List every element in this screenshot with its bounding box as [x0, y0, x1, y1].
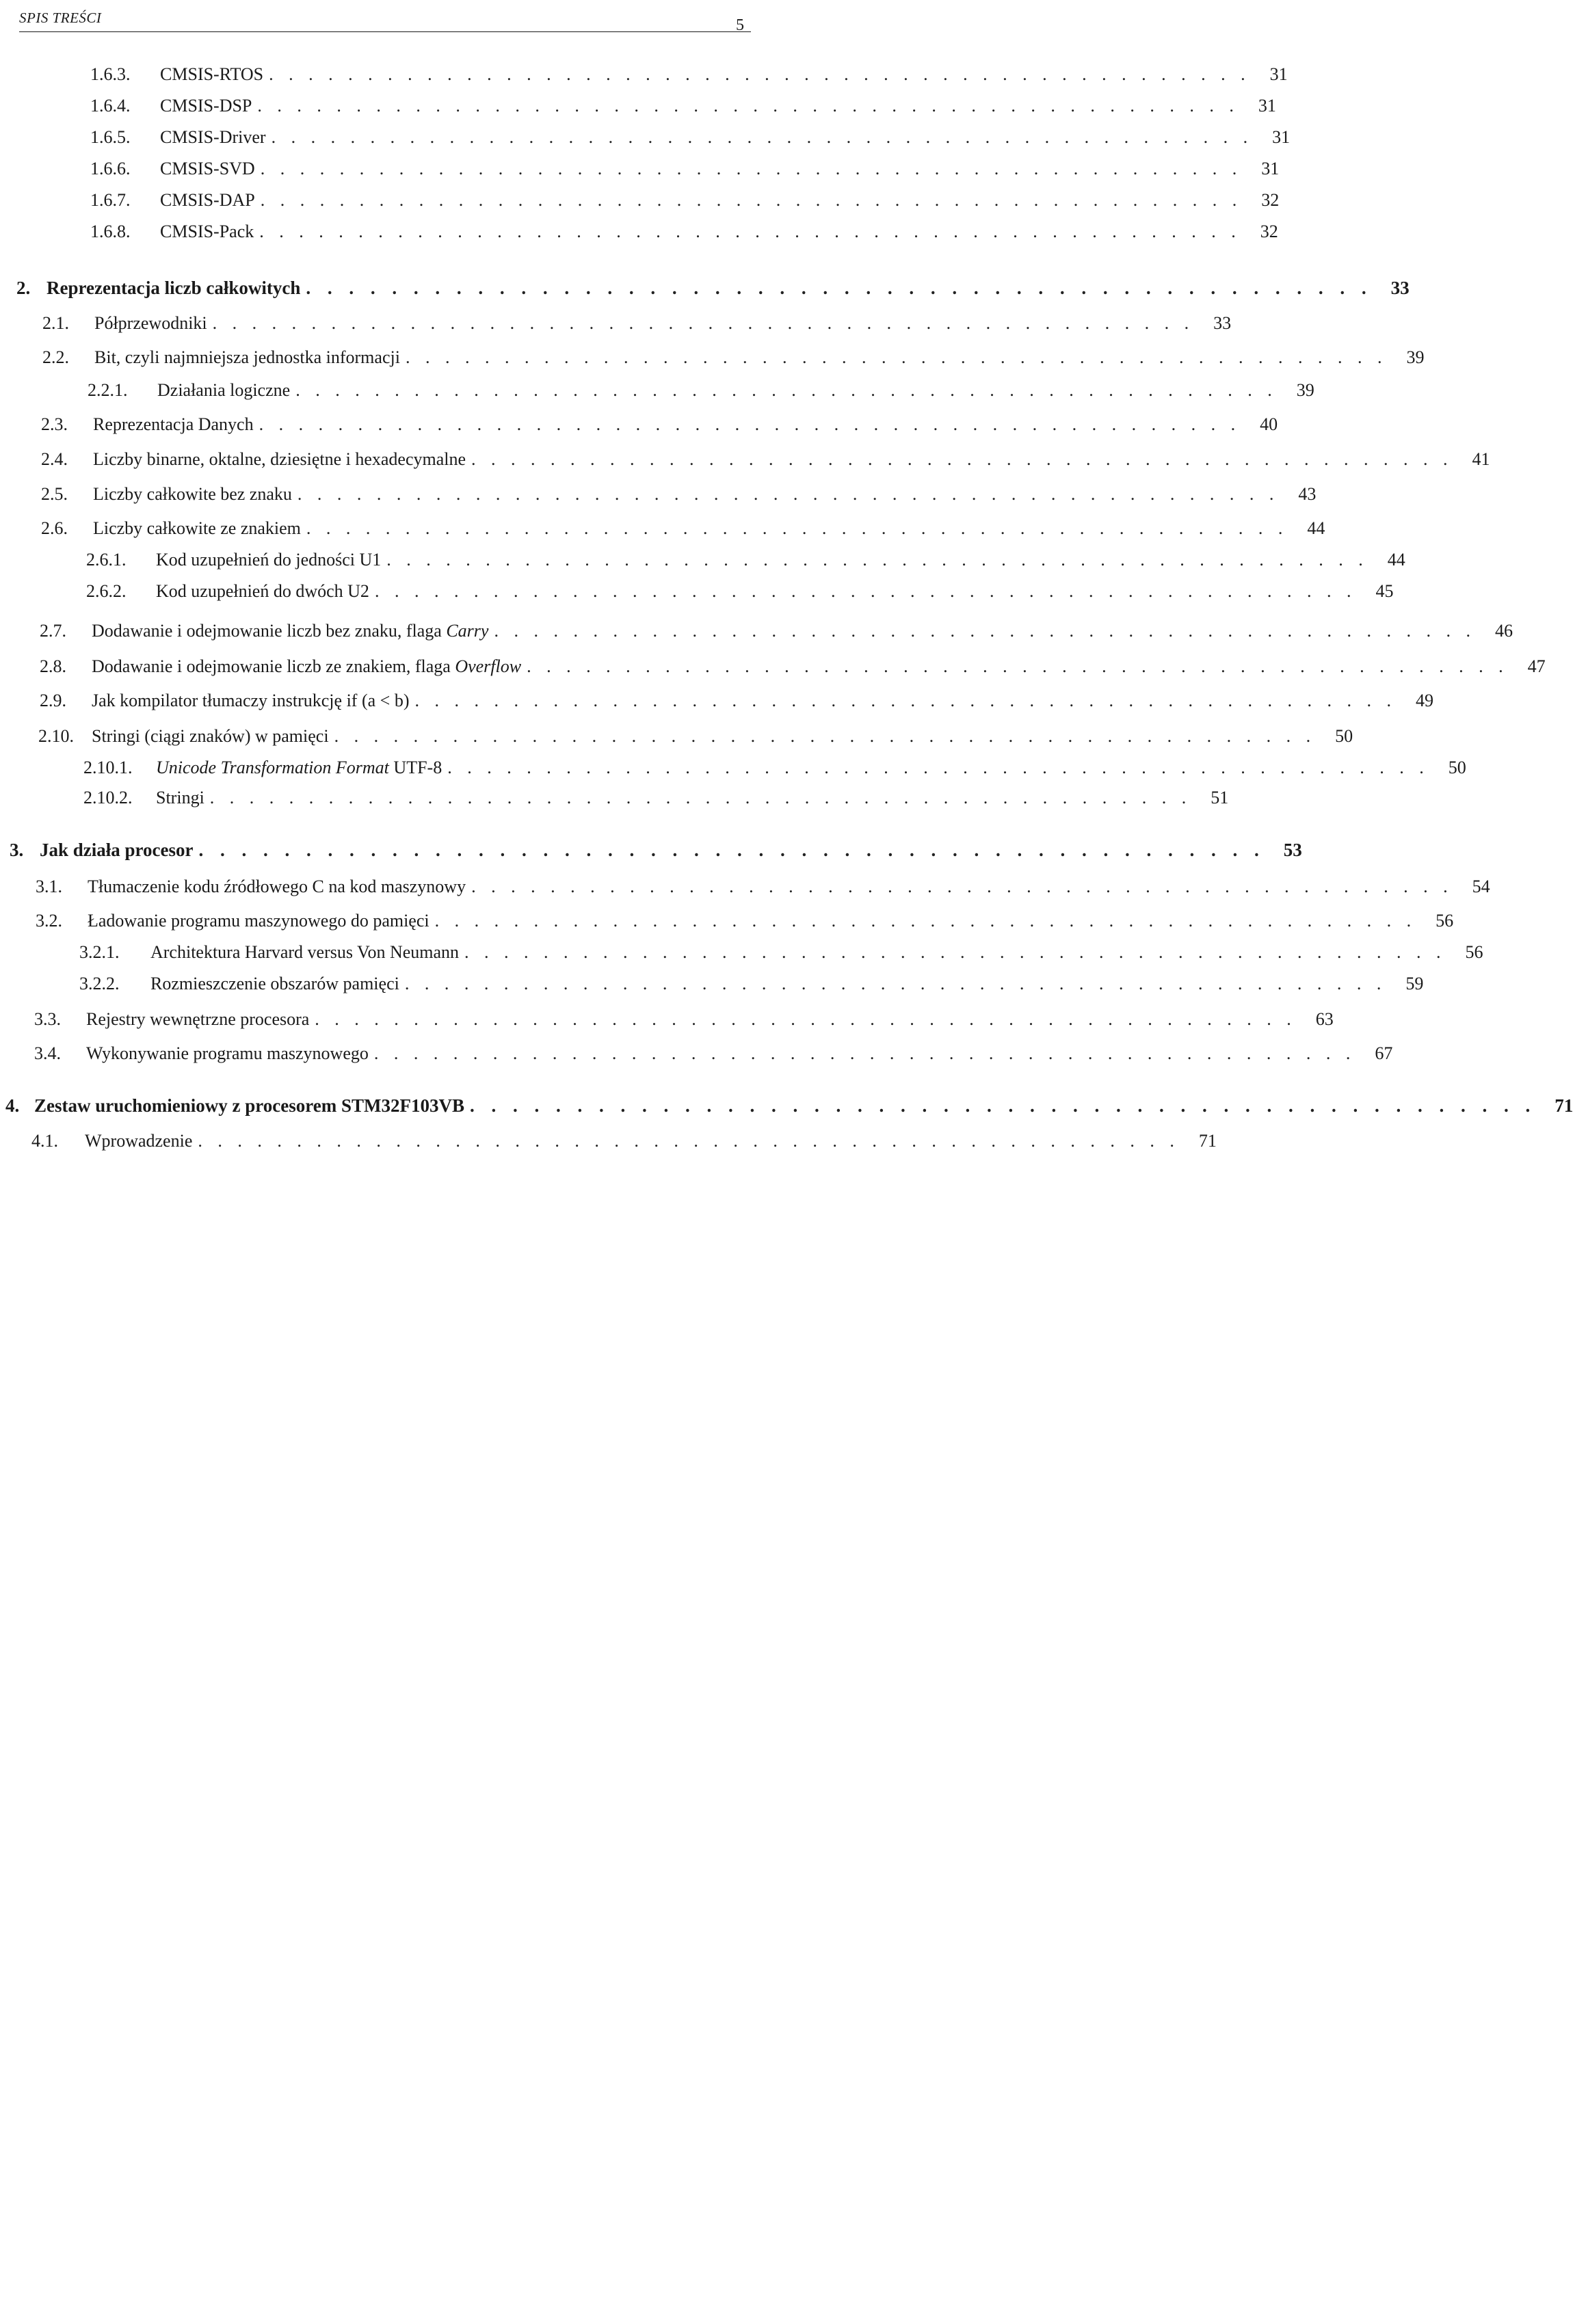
entry-number: 1.6.5. — [90, 127, 131, 147]
leader-dots: . . . . . . . . . . . . . . . . . . . . . . . . . . . . . . . . . . . . . . . . . . . . . . . . . . — [259, 222, 1241, 241]
entry-number: 3. — [10, 840, 24, 860]
entry-page: 63 — [1315, 1009, 1334, 1029]
entry-number: 2.2.1. — [88, 380, 128, 400]
entry-page: 44 — [1387, 550, 1405, 570]
entry-title: CMSIS-Driver — [160, 127, 266, 147]
leader-dots: . . . . . . . . . . . . . . . . . . . . . . . . . . . . . . . . . . . . . . . . . . . . . . . . . . — [269, 64, 1251, 84]
entry-number: 2.10.1. — [83, 758, 133, 777]
leader-dots: . . . . . . . . . . . . . . . . . . . . . . . . . . . . . . . . . . . . . . . . . . . . . . . . . . — [386, 550, 1369, 570]
entry-title: Rejestry wewnętrzne procesora — [86, 1009, 310, 1029]
toc-entry-1-6-6[interactable] — [90, 157, 1280, 181]
entry-page: 56 — [1436, 911, 1454, 931]
leader-dots: . . . . . . . . . . . . . . . . . . . . . . . . . . . . . . . . . . . . . . . . . . . . . . . . . . — [212, 313, 1195, 333]
entry-title-text: UTF-8 — [393, 758, 442, 777]
leader-dots: . . . . . . . . . . . . . . . . . . . . . . . . . . . . . . . . . . . . . . . . . . . . . . . . . . — [469, 1095, 1537, 1116]
entry-title: Działania logiczne — [157, 380, 291, 400]
leader-dots: . . . . . . . . . . . . . . . . . . . . . . . . . . . . . . . . . . . . . . . . . . . . . . . . . . — [404, 974, 1387, 993]
entry-page: 39 — [1296, 380, 1314, 400]
entry-page: 44 — [1307, 518, 1325, 538]
leader-dots: . . . . . . . . . . . . . . . . . . . . . . . . . . . . . . . . . . . . . . . . . . . . . . . . . . — [334, 726, 1317, 746]
toc-entry-2-6-2[interactable] — [86, 580, 1394, 603]
entry-title: Rozmieszczenie obszarów pamięci — [150, 974, 399, 993]
leader-dots: . . . . . . . . . . . . . . . . . . . . . . . . . . . . . . . . . . . . . . . . . . . . . . . . . . — [259, 414, 1241, 434]
entry-number: 2. — [16, 278, 31, 298]
toc-entry-2-6[interactable] — [41, 517, 1325, 540]
entry-page: 71 — [1555, 1095, 1573, 1116]
entry-title: Zestaw uruchomieniowy z procesorem STM32F103VB — [34, 1095, 464, 1116]
entry-number: 1.6.3. — [90, 64, 131, 84]
entry-title: Kod uzupełnień do jedności U1 — [156, 550, 382, 570]
entry-title-emphasis: Overflow — [455, 656, 522, 676]
toc-entry-2-8[interactable] — [40, 655, 1546, 678]
toc-entry-3-2-1[interactable] — [79, 941, 1483, 964]
leader-dots: . . . . . . . . . . . . . . . . . . . . . . . . . . . . . . . . . . . . . . . . . . . . . . . . . . — [209, 788, 1192, 807]
toc-entry-1-6-8[interactable] — [90, 220, 1278, 243]
leader-dots: . . . . . . . . . . . . . . . . . . . . . . . . . . . . . . . . . . . . . . . . . . . . . . . . . . — [464, 942, 1446, 962]
entry-title — [92, 655, 521, 678]
entry-number: 2.6.2. — [86, 581, 127, 601]
toc-chapter-3[interactable] — [10, 838, 1302, 862]
entry-title — [92, 619, 488, 643]
entry-title: CMSIS-RTOS — [160, 64, 264, 84]
toc-entry-3-2-2[interactable] — [79, 972, 1424, 996]
leader-dots: . . . . . . . . . . . . . . . . . . . . . . . . . . . . . . . . . . . . . . . . . . . . . . . . . . — [527, 656, 1509, 676]
leader-dots: . . . . . . . . . . . . . . . . . . . . . . . . . . . . . . . . . . . . . . . . . . . . . . . . . . — [306, 518, 1288, 538]
leader-dots: . . . . . . . . . . . . . . . . . . . . . . . . . . . . . . . . . . . . . . . . . . . . . . . . . . — [198, 1131, 1180, 1151]
leader-dots: . . . . . . . . . . . . . . . . . . . . . . . . . . . . . . . . . . . . . . . . . . . . . . . . . . — [414, 691, 1397, 710]
entry-page: 31 — [1261, 159, 1280, 178]
entry-title: CMSIS-DSP — [160, 96, 252, 116]
entry-title: Liczby binarne, oktalne, dziesiętne i hexadecymalne — [93, 449, 466, 469]
toc-entry-2-1[interactable] — [42, 312, 1232, 335]
entry-page: 31 — [1272, 127, 1291, 147]
entry-page: 43 — [1298, 484, 1317, 504]
toc-entry-2-4[interactable] — [41, 448, 1490, 471]
entry-number: 1.6.7. — [90, 190, 131, 210]
entry-page: 53 — [1283, 840, 1302, 860]
entry-title: Reprezentacja Danych — [93, 414, 254, 434]
entry-title: Stringi — [156, 788, 204, 807]
toc-entry-2-10-1[interactable] — [83, 756, 1466, 779]
entry-page: 51 — [1211, 788, 1229, 807]
entry-page: 47 — [1527, 656, 1546, 676]
entry-title: Architektura Harvard versus Von Neumann — [150, 942, 460, 962]
running-title: SPIS TREŚCI — [19, 10, 102, 26]
entry-number: 1.6.6. — [90, 159, 131, 178]
leader-dots: . . . . . . . . . . . . . . . . . . . . . . . . . . . . . . . . . . . . . . . . . . . . . . . . . . — [271, 127, 1254, 147]
entry-title-text: Dodawanie i odejmowanie liczb bez znaku, flaga — [92, 621, 442, 641]
toc-entry-2-10[interactable] — [38, 725, 1353, 748]
entry-number: 3.2. — [36, 911, 62, 931]
entry-page: 40 — [1260, 414, 1278, 434]
toc-entry-2-2-1[interactable] — [88, 379, 1314, 402]
leader-dots: . . . . . . . . . . . . . . . . . . . . . . . . . . . . . . . . . . . . . . . . . . . . . . . . . . — [260, 190, 1243, 210]
entry-number: 2.1. — [42, 313, 69, 333]
entry-page: 32 — [1260, 222, 1278, 241]
entry-title: Liczby całkowite bez znaku — [93, 484, 292, 504]
entry-number: 2.6. — [41, 518, 68, 538]
entry-number: 2.8. — [40, 656, 66, 676]
entry-number: 2.10.2. — [83, 788, 133, 807]
entry-number: 2.3. — [41, 414, 68, 434]
toc-chapter-4[interactable] — [5, 1094, 1573, 1117]
entry-title: Jak kompilator tłumaczy instrukcję if (a < b) — [92, 691, 410, 710]
entry-page: 33 — [1390, 278, 1410, 298]
entry-title-emphasis: Unicode Transformation Format — [156, 758, 389, 777]
leader-dots: . . . . . . . . . . . . . . . . . . . . . . . . . . . . . . . . . . . . . . . . . . . . . . . . . . — [260, 159, 1243, 178]
toc-entry-2-9[interactable] — [40, 689, 1433, 712]
entry-page: 49 — [1415, 691, 1433, 710]
toc-entry-3-3[interactable] — [34, 1008, 1334, 1031]
toc-entry-3-1[interactable] — [36, 875, 1490, 898]
toc-chapter-2[interactable] — [16, 276, 1410, 299]
entry-number: 3.3. — [34, 1009, 61, 1029]
leader-dots: . . . . . . . . . . . . . . . . . . . . . . . . . . . . . . . . . . . . . . . . . . . . . . . . . . — [373, 1043, 1356, 1063]
leader-dots: . . . . . . . . . . . . . . . . . . . . . . . . . . . . . . . . . . . . . . . . . . . . . . . . . . — [295, 380, 1278, 400]
entry-number: 2.4. — [41, 449, 68, 469]
entry-title: Bit, czyli najmniejsza jednostka informacji — [94, 347, 400, 367]
entry-number: 2.7. — [40, 621, 66, 641]
entry-title — [156, 756, 442, 779]
leader-dots: . . . . . . . . . . . . . . . . . . . . . . . . . . . . . . . . . . . . . . . . . . . . . . . . . . — [405, 347, 1388, 367]
leader-dots: . . . . . . . . . . . . . . . . . . . . . . . . . . . . . . . . . . . . . . . . . . . . . . . . . . — [374, 581, 1357, 601]
toc-entry-2-3[interactable] — [41, 413, 1278, 436]
toc-entry-3-2[interactable] — [36, 909, 1454, 933]
entry-title: CMSIS-Pack — [160, 222, 254, 241]
entry-page: 31 — [1269, 64, 1288, 84]
entry-title: Wprowadzenie — [85, 1131, 193, 1151]
entry-page: 46 — [1494, 621, 1513, 641]
leader-dots: . . . . . . . . . . . . . . . . . . . . . . . . . . . . . . . . . . . . . . . . . . . . . . . . . . — [447, 758, 1429, 777]
toc-entry-1-6-4[interactable] — [90, 94, 1276, 118]
entry-page: 39 — [1406, 347, 1425, 367]
toc-entry-1-6-5[interactable] — [90, 126, 1291, 149]
entry-page: 45 — [1375, 581, 1394, 601]
entry-title: Ładowanie programu maszynowego do pamięci — [88, 911, 429, 931]
entry-page: 71 — [1198, 1131, 1217, 1151]
leader-dots: . . . . . . . . . . . . . . . . . . . . . . . . . . . . . . . . . . . . . . . . . . . . . . . . . . — [471, 877, 1453, 896]
entry-number: 2.2. — [42, 347, 69, 367]
toc-entry-2-6-1[interactable] — [86, 548, 1405, 572]
running-header — [19, 5, 751, 32]
toc-entry-2-5[interactable] — [41, 483, 1317, 506]
entry-title-emphasis: Carry — [446, 621, 489, 641]
entry-page: 50 — [1448, 758, 1466, 777]
toc-entry-1-6-7[interactable] — [90, 189, 1280, 212]
entry-title: Tłumaczenie kodu źródłowego C na kod maszynowy — [88, 877, 466, 896]
leader-dots: . . . . . . . . . . . . . . . . . . . . . . . . . . . . . . . . . . . . . . . . . . . . . . . . . . — [494, 621, 1476, 641]
toc-entry-1-6-3[interactable] — [90, 63, 1288, 86]
entry-title: Liczby całkowite ze znakiem — [93, 518, 301, 538]
entry-page: 59 — [1405, 974, 1424, 993]
entry-number: 3.4. — [34, 1043, 61, 1063]
entry-page: 56 — [1465, 942, 1483, 962]
entry-title: Reprezentacja liczb całkowitych — [47, 278, 301, 298]
toc-entry-2-2[interactable] — [42, 346, 1425, 369]
toc-entry-2-10-2[interactable] — [83, 786, 1229, 810]
leader-dots: . . . . . . . . . . . . . . . . . . . . . . . . . . . . . . . . . . . . . . . . . . . . . . . . . . — [297, 484, 1280, 504]
toc-entry-2-7[interactable] — [40, 619, 1513, 643]
entry-page: 54 — [1472, 877, 1490, 896]
entry-number: 2.9. — [40, 691, 66, 710]
entry-page: 32 — [1261, 190, 1280, 210]
entry-title-text: Dodawanie i odejmowanie liczb ze znakiem, flaga — [92, 656, 451, 676]
entry-number: 3.2.1. — [79, 942, 120, 962]
leader-dots: . . . . . . . . . . . . . . . . . . . . . . . . . . . . . . . . . . . . . . . . . . . . . . . . . . — [315, 1009, 1297, 1029]
entry-number: 2.5. — [41, 484, 68, 504]
entry-number: 3.2.2. — [79, 974, 120, 993]
entry-page: 33 — [1213, 313, 1232, 333]
entry-number: 4.1. — [31, 1131, 58, 1151]
entry-number: 1.6.4. — [90, 96, 131, 116]
entry-number: 3.1. — [36, 877, 62, 896]
leader-dots: . . . . . . . . . . . . . . . . . . . . . . . . . . . . . . . . . . . . . . . . . . . . . . . . . . — [306, 278, 1373, 298]
entry-title: Półprzewodniki — [94, 313, 207, 333]
entry-page: 41 — [1472, 449, 1490, 469]
entry-title: Kod uzupełnień do dwóch U2 — [156, 581, 369, 601]
entry-number: 2.10. — [38, 726, 74, 746]
entry-number: 1.6.8. — [90, 222, 131, 241]
toc-entry-3-4[interactable] — [34, 1042, 1393, 1065]
entry-page: 31 — [1258, 96, 1276, 116]
entry-number: 2.6.1. — [86, 550, 127, 570]
leader-dots: . . . . . . . . . . . . . . . . . . . . . . . . . . . . . . . . . . . . . . . . . . . . . . . . . . — [257, 96, 1239, 116]
entry-title: Stringi (ciągi znaków) w pamięci — [92, 726, 329, 746]
entry-page: 67 — [1375, 1043, 1393, 1063]
page-number: 5 — [736, 16, 744, 34]
toc-entry-4-1[interactable] — [31, 1130, 1217, 1153]
leader-dots: . . . . . . . . . . . . . . . . . . . . . . . . . . . . . . . . . . . . . . . . . . . . . . . . . . — [198, 840, 1265, 860]
entry-page: 50 — [1335, 726, 1353, 746]
entry-title: Jak działa procesor — [40, 840, 194, 860]
leader-dots: . . . . . . . . . . . . . . . . . . . . . . . . . . . . . . . . . . . . . . . . . . . . . . . . . . — [434, 911, 1417, 931]
entry-title: Wykonywanie programu maszynowego — [86, 1043, 369, 1063]
entry-number: 4. — [5, 1095, 20, 1116]
entry-title: CMSIS-SVD — [160, 159, 255, 178]
entry-title: CMSIS-DAP — [160, 190, 255, 210]
leader-dots: . . . . . . . . . . . . . . . . . . . . . . . . . . . . . . . . . . . . . . . . . . . . . . . . . . — [471, 449, 1453, 469]
